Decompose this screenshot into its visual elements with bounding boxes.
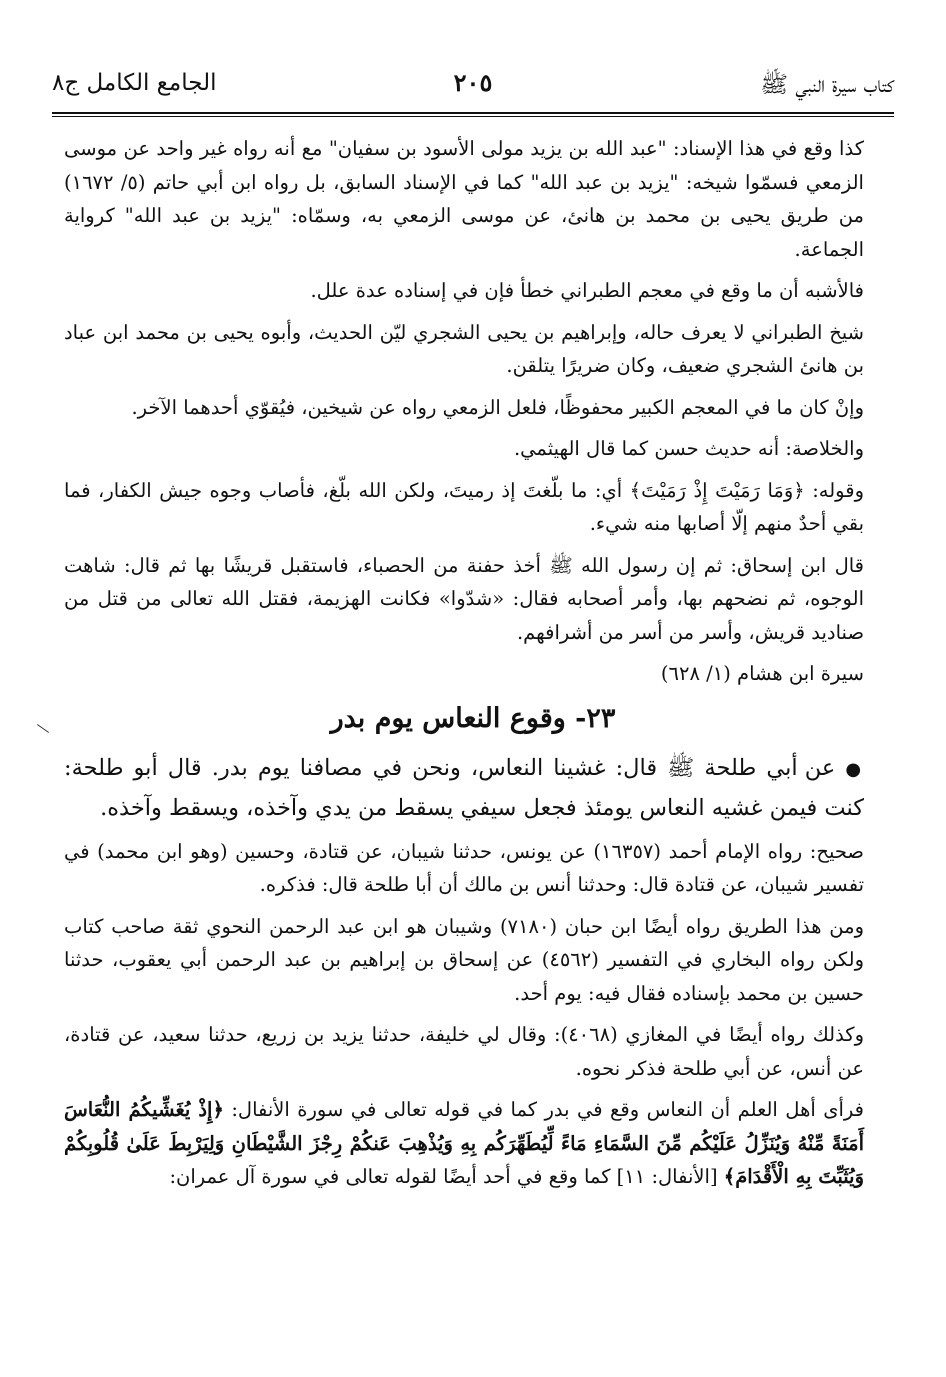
page-number: ٢٠٥ — [453, 68, 493, 97]
verse-outro: كما وقع في أحد أيضًا لقوله تعالى في سورة آل عمران: — [169, 1165, 611, 1188]
header-rule — [52, 112, 894, 114]
page-body — [64, 132, 882, 1202]
page-header — [52, 66, 894, 110]
header-rule-thin — [52, 116, 894, 117]
paragraph: وقوله: ﴿وَمَا رَمَيْتَ إِذْ رَمَيْتَ﴾ أي: ما بلّغتَ إذ رميتَ، ولكن الله بلّغ، فأصاب وجوه جيش الكفار، فما بقي أحدٌ منهم إلّا أصابها منه شيء. — [64, 478, 864, 535]
paragraph: وكذلك رواه أيضًا في المغازي (٤٠٦٨): وقال لي خليفة، حدثنا يزيد بن زريع، حدثنا سعيد، عن قتادة، عن أنس، عن أبي طلحة فذكر نحوه. — [64, 1023, 864, 1080]
paragraph: كذا وقع في هذا الإسناد: "عبد الله بن يزيد مولى الأسود بن سفيان" مع أنه رواه غير واحد عن موسى الزمعي فسمّوا شيخه: "يزيد بن عبد الله" كما في الإسناد السابق، بل رواه ابن أبي حاتم (٥/ ١٦٧٢) من طريق يحيى بن محمد بن هانئ، عن موسى الزمعي به، وسمّاه: "يزيد بن عبد الله" كرواية الجماعة. — [64, 137, 864, 261]
paragraph: ومن هذا الطريق رواه أيضًا ابن حبان (٧١٨٠) وشيبان هو ابن عبد الرحمن النحوي ثقة صاحب كتاب ولكن رواه البخاري في التفسير (٤٥٦٢) عن إسحاق بن إبراهيم بن عبد الرحمن أبي يعقوب، حدثنا حسين بن محمد بإسناده فقال فيه: يوم أحد. — [64, 914, 864, 1005]
paragraph: فالأشبه أن ما وقع في معجم الطبراني خطأ فإن في إسناده عدة علل. — [310, 279, 864, 302]
quran-verse: ﴿إِذْ يُغَشِّيكُمُ النُّعَاسَ أَمَنَةً مِّنْهُ وَيُنَزِّلُ عَلَيْكُم مِّنَ السَّمَاءِ مَاءً لِّيُطَهِّرَكُم بِهِ وَيُذْهِبَ عَنكُمْ رِجْزَ الشَّيْطَانِ وَلِيَرْبِطَ عَلَىٰ قُلُوبِكُمْ وَيُثَبِّتَ بِهِ الْأَقْدَامَ﴾ — [64, 1098, 864, 1188]
paragraph: شيخ الطبراني لا يعرف حاله، وإبراهيم بن يحيى الشجري ليّن الحديث، وأبوه يحيى بن محمد ابن عباد بن هانئ الشجري ضعيف، وكان ضريرًا يتلقن. — [64, 320, 864, 377]
paragraph: صحيح: رواه الإمام أحمد (١٦٣٥٧) عن يونس، حدثنا شيبان، عن قتادة، وحسين (وهو ابن محمد) في تفسير شيبان، عن قتادة قال: وحدثنا أنس بن مالك أن أبا طلحة قال: فذكره. — [64, 839, 864, 896]
source-citation: سيرة ابن هشام (١/ ٦٢٨) — [660, 662, 864, 685]
paragraph-with-verse — [64, 1093, 882, 1194]
bullet-icon: ● — [845, 758, 864, 780]
verse-intro: فرأى أهل العلم أن النعاس وقع في بدر كما في قوله تعالى في سورة الأنفال: — [223, 1098, 864, 1121]
margin-mark — [37, 724, 49, 733]
paragraph: وإنْ كان ما في المعجم الكبير محفوظًا، فلعل الزمعي رواه عن شيخين، فيُقوّي أحدهما الآخر. — [131, 395, 864, 419]
book-title: كتاب سيرة النبي ﷺ — [760, 72, 894, 98]
paragraph: والخلاصة: أنه حديث حسن كما قال الهيثمي. — [513, 437, 864, 460]
hadith-body: عن أبي طلحة ﷺ قال: غشينا النعاس، ونحن في مصافنا يوم بدر. قال أبو طلحة: كنت فيمن غشيه النعاس يومئذ فجعل سيفي يسقط من يدي وآخذه، ويسقط وآخذه. — [64, 754, 864, 821]
volume-title: الجامع الكامل ج٨ — [52, 70, 217, 96]
verse-reference: [الأنفال: ١١] — [610, 1165, 724, 1188]
hadith-text — [64, 749, 882, 827]
paragraph: قال ابن إسحاق: ثم إن رسول الله ﷺ أخذ حفنة من الحصباء، فاستقبل قريشًا بها ثم قال: شاهت الوجوه، ثم نضحهم بها، وأمر أصحابه فقال: «شدّوا» فكانت الهزيمة، فقتل الله تعالى من قتل من صناديد قريش، وأسر من أسر من أشرافهم. — [64, 553, 864, 644]
section-heading: ٢٣- وقوع النعاس يوم بدر — [330, 702, 616, 734]
